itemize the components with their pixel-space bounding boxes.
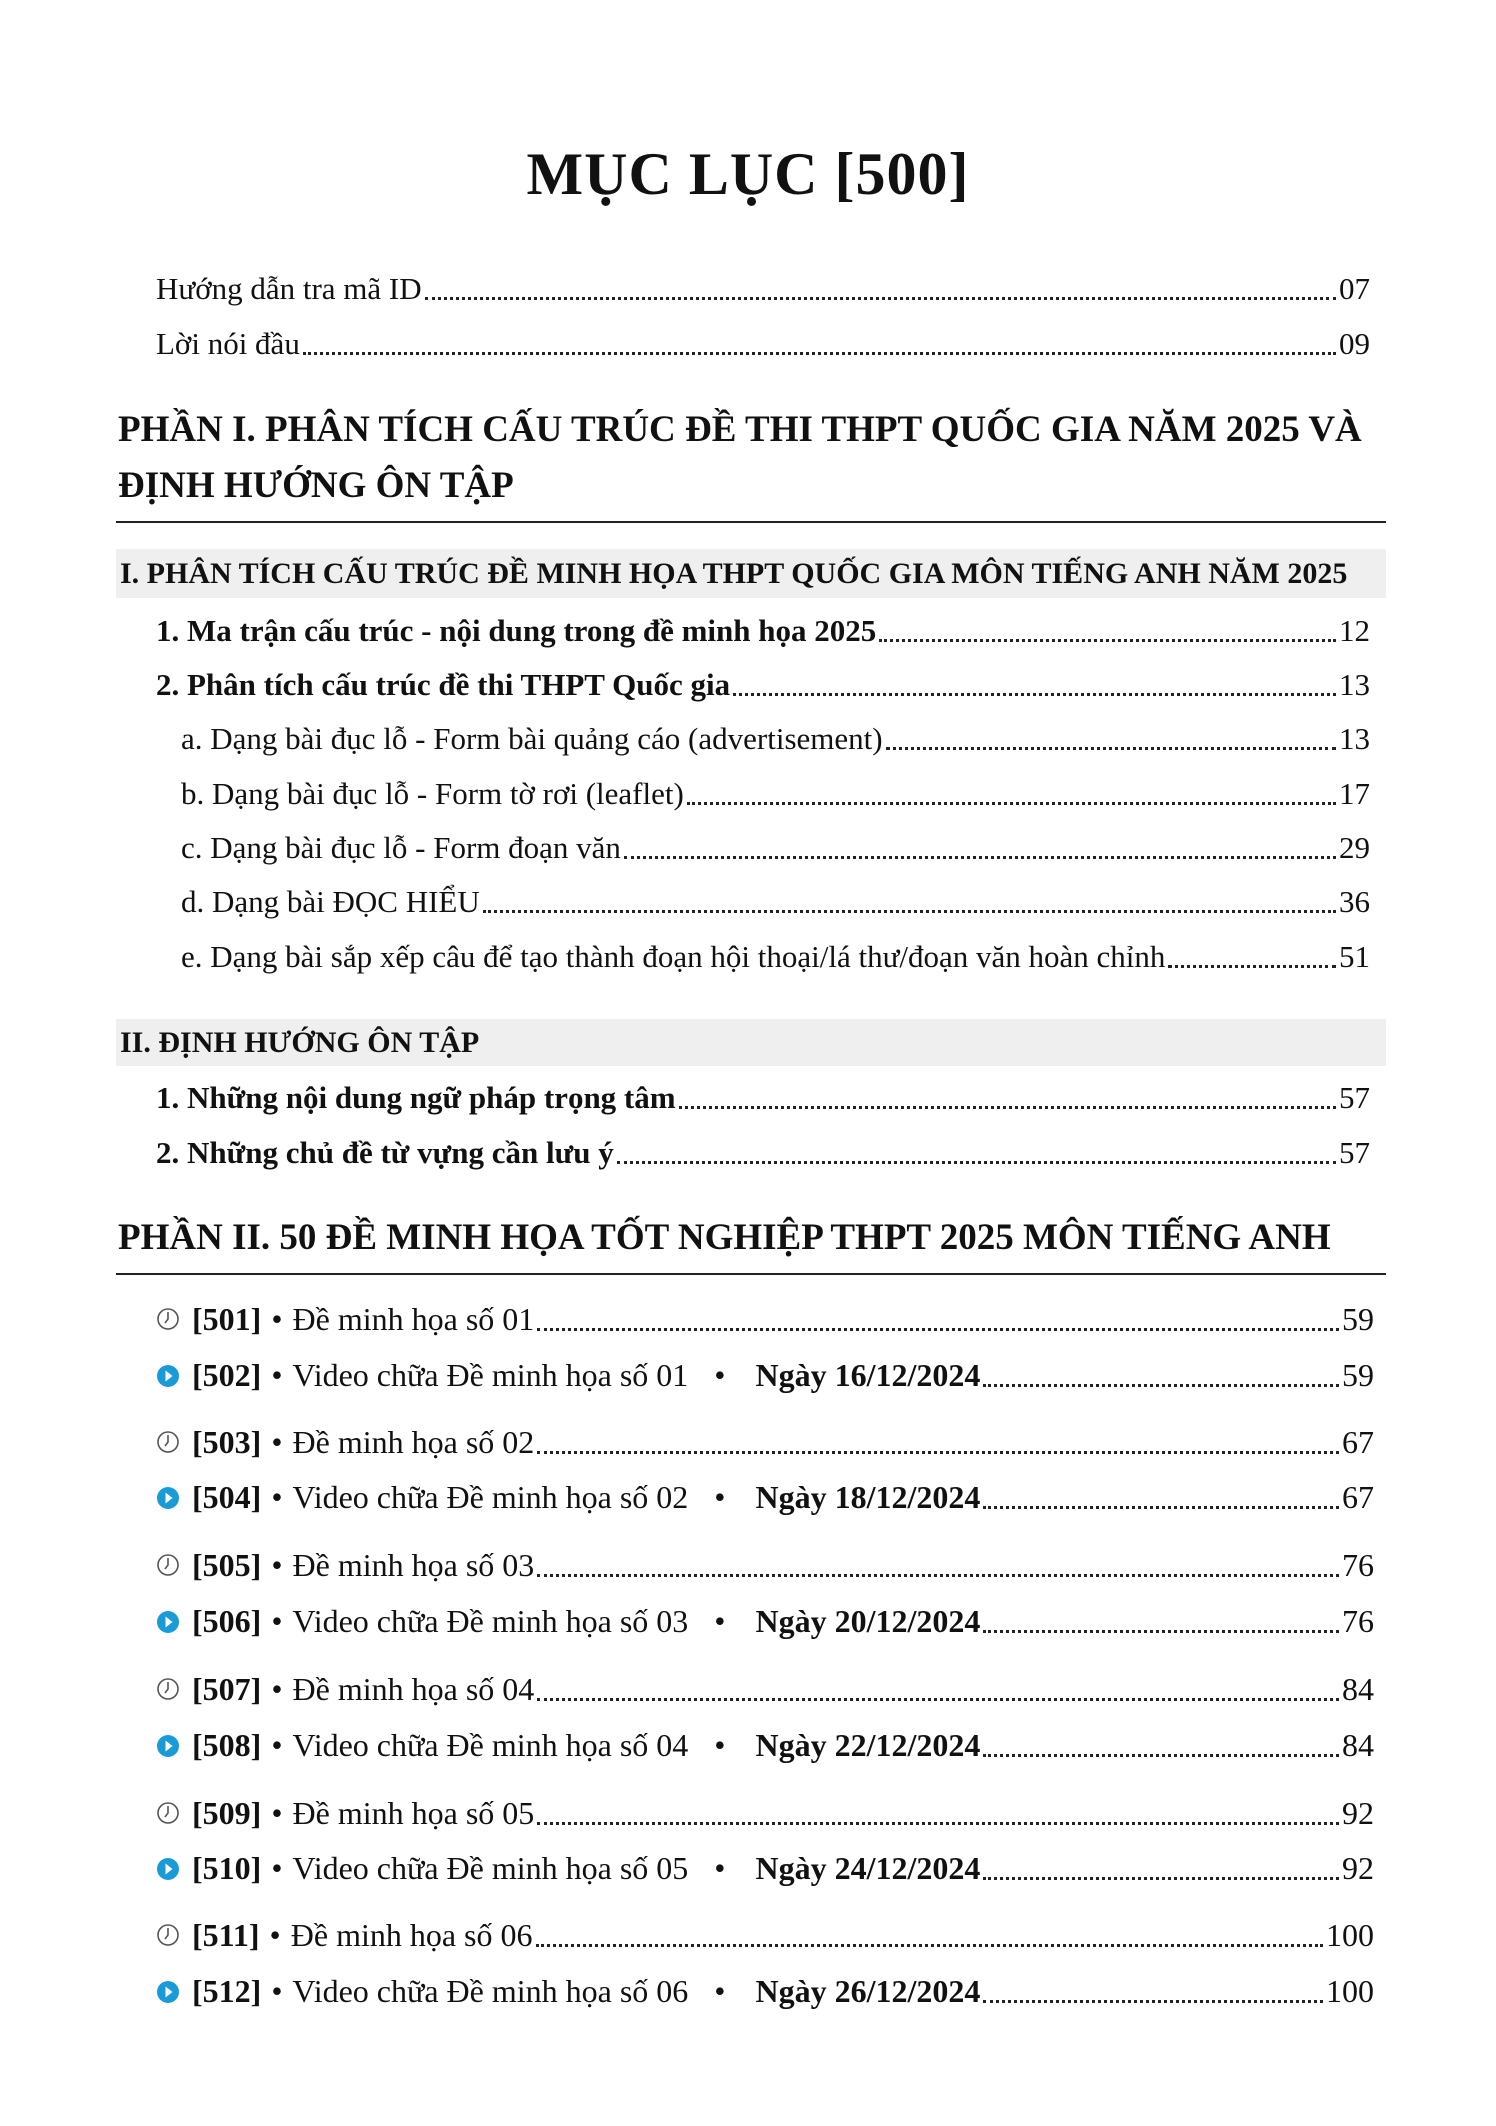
entry-label: Đề minh họa số 02: [292, 1423, 535, 1460]
entry-date: Ngày 22/12/2024: [755, 1726, 981, 1763]
section2-heading: II. ĐỊNH HƯỚNG ÔN TẬP: [120, 1025, 480, 1059]
page-number: 76: [1342, 1546, 1374, 1583]
entry-label: Đề minh họa số 04: [292, 1670, 535, 1707]
entry-label: Video chữa Đề minh họa số 06: [292, 1972, 689, 2009]
entry-label: Video chữa Đề minh họa số 04: [292, 1726, 689, 1763]
video-entry[interactable]: [156, 1351, 1374, 1399]
entry-code: [510]: [192, 1849, 262, 1886]
entry-label: Video chữa Đề minh họa số 03: [292, 1602, 689, 1639]
clock-icon: [156, 1801, 180, 1825]
dot-leader: [687, 802, 1336, 805]
part1-heading-line1: PHẦN I. PHÂN TÍCH CẤU TRÚC ĐỀ THI THPT QUỐC GIA NĂM 2025 VÀ: [118, 409, 1362, 450]
dot-leader: [983, 1630, 1339, 1633]
page-number: 57: [1339, 1135, 1370, 1170]
play-icon: [156, 1733, 180, 1757]
toc-item[interactable]: [181, 935, 1370, 979]
toc-item-label: 1. Ma trận cấu trúc - nội dung trong đề minh họa 2025: [156, 613, 877, 648]
dot-leader: [537, 1328, 1339, 1331]
dot-leader: [425, 297, 1336, 300]
exam-entry[interactable]: [156, 1418, 1374, 1466]
exam-entry[interactable]: [156, 1911, 1374, 1959]
page-number: 57: [1339, 1080, 1370, 1115]
entry-date: Ngày 26/12/2024: [755, 1972, 981, 2009]
dot-leader: [886, 747, 1336, 750]
entry-label: Đề minh họa số 05: [292, 1794, 535, 1831]
entry-code: [512]: [192, 1972, 262, 2009]
entry-code: [508]: [192, 1726, 262, 1763]
video-entry[interactable]: [156, 1844, 1374, 1892]
entry-code: [502]: [192, 1356, 262, 1393]
toc-item-label: Lời nói đầu: [156, 326, 300, 361]
dot-leader: [624, 856, 1336, 859]
entry-code: [504]: [192, 1478, 262, 1515]
bullet: •: [714, 1602, 726, 1639]
bullet: •: [271, 1423, 283, 1460]
toc-item[interactable]: [156, 1076, 1370, 1120]
clock-icon: [156, 1430, 180, 1454]
entry-code: [507]: [192, 1670, 262, 1707]
dot-leader: [983, 1877, 1339, 1880]
toc-item[interactable]: [156, 609, 1370, 653]
toc-item-label: a. Dạng bài đục lỗ - Form bài quảng cáo (advertisement): [181, 721, 883, 756]
bullet: •: [271, 1356, 283, 1393]
dot-leader: [537, 1698, 1339, 1701]
bullet: •: [271, 1726, 283, 1763]
toc-item[interactable]: [156, 267, 1370, 311]
bullet: •: [271, 1849, 283, 1886]
entry-label: Đề minh họa số 01: [292, 1300, 535, 1337]
page-number: 67: [1342, 1423, 1374, 1460]
section1-heading: I. PHÂN TÍCH CẤU TRÚC ĐỀ MINH HỌA THPT QUỐC GIA MÔN TIẾNG ANH NĂM 2025: [120, 556, 1348, 590]
clock-icon: [156, 1923, 180, 1947]
clock-icon: [156, 1677, 180, 1701]
entry-date: Ngày 24/12/2024: [755, 1849, 981, 1886]
toc-item-label: 2. Phân tích cấu trúc đề thi THPT Quốc gia: [156, 667, 731, 702]
bullet: •: [271, 1794, 283, 1831]
page-number: 17: [1339, 776, 1370, 811]
clock-icon: [156, 1553, 180, 1577]
page-number: 09: [1339, 326, 1370, 361]
page-number: 13: [1339, 721, 1370, 756]
dot-leader: [483, 910, 1336, 913]
video-entry[interactable]: [156, 1721, 1374, 1769]
dot-leader: [537, 1822, 1339, 1825]
entry-code: [511]: [192, 1916, 260, 1953]
entry-code: [506]: [192, 1602, 262, 1639]
section2-heading-band: [116, 1019, 1386, 1066]
dot-leader: [983, 2000, 1323, 2003]
toc-item[interactable]: [181, 826, 1370, 870]
page-number: 59: [1342, 1356, 1374, 1393]
toc-item-label: e. Dạng bài sắp xếp câu để tạo thành đoạn hội thoại/lá thư/đoạn văn hoàn chỉnh: [181, 939, 1166, 974]
dot-leader: [1168, 965, 1336, 968]
page-number: 92: [1342, 1794, 1374, 1831]
entry-label: Video chữa Đề minh họa số 01: [292, 1356, 689, 1393]
play-icon: [156, 1609, 180, 1633]
video-entry[interactable]: [156, 1597, 1374, 1645]
dot-leader: [733, 693, 1336, 696]
page-number: 13: [1339, 667, 1370, 702]
bullet: •: [714, 1849, 726, 1886]
page-number: 84: [1342, 1670, 1374, 1707]
part1-heading-line2: ĐỊNH HƯỚNG ÔN TẬP: [118, 465, 514, 506]
section1-heading-band: [116, 549, 1386, 598]
video-entry[interactable]: [156, 1967, 1374, 2015]
bullet: •: [714, 1972, 726, 2009]
page-number: 100: [1326, 1916, 1374, 1953]
entry-code: [509]: [192, 1794, 262, 1831]
toc-item[interactable]: [156, 1131, 1370, 1175]
entry-label: Đề minh họa số 06: [290, 1916, 533, 1953]
page-number: 59: [1342, 1300, 1374, 1337]
clock-icon: [156, 1307, 180, 1331]
toc-item-label: Hướng dẫn tra mã ID: [156, 271, 422, 306]
bullet: •: [271, 1972, 283, 2009]
entry-code: [505]: [192, 1546, 262, 1583]
toc-item-label: c. Dạng bài đục lỗ - Form đoạn văn: [181, 830, 621, 865]
entry-label: Video chữa Đề minh họa số 02: [292, 1478, 689, 1515]
dot-leader: [983, 1384, 1339, 1387]
page-number: 36: [1339, 884, 1370, 919]
toc-item-label: b. Dạng bài đục lỗ - Form tờ rơi (leaflet): [181, 776, 684, 811]
page-number: 12: [1339, 613, 1370, 648]
bullet: •: [269, 1916, 281, 1953]
bullet: •: [714, 1478, 726, 1515]
page-number: 92: [1342, 1849, 1374, 1886]
page-number: 07: [1339, 271, 1370, 306]
dot-leader: [617, 1161, 1336, 1164]
toc-item-label: d. Dạng bài ĐỌC HIỂU: [181, 884, 480, 919]
toc-item-label: 1. Những nội dung ngữ pháp trọng tâm: [156, 1080, 676, 1115]
entry-code: [501]: [192, 1300, 262, 1337]
toc-item[interactable]: [156, 663, 1370, 707]
exam-entry[interactable]: [156, 1295, 1374, 1343]
part2-heading: PHẦN II. 50 ĐỀ MINH HỌA TỐT NGHIỆP THPT 2025 MÔN TIẾNG ANH: [118, 1217, 1331, 1258]
page-number: 84: [1342, 1726, 1374, 1763]
exam-entry[interactable]: [156, 1541, 1374, 1589]
play-icon: [156, 1856, 180, 1880]
entry-date: Ngày 20/12/2024: [755, 1602, 981, 1639]
play-icon: [156, 1485, 180, 1509]
dot-leader: [303, 352, 1336, 355]
toc-item[interactable]: [156, 322, 1370, 366]
dot-leader: [537, 1451, 1339, 1454]
entry-date: Ngày 18/12/2024: [755, 1478, 981, 1515]
dot-leader: [983, 1754, 1339, 1757]
page-number: 51: [1339, 939, 1370, 974]
divider: [116, 521, 1386, 523]
exam-entry[interactable]: [156, 1665, 1374, 1713]
page-title: MỤC LỤC [500]: [526, 141, 970, 207]
divider: [116, 1273, 1386, 1275]
video-entry[interactable]: [156, 1473, 1374, 1521]
toc-item[interactable]: [181, 772, 1370, 816]
bullet: •: [714, 1726, 726, 1763]
bullet: •: [271, 1670, 283, 1707]
exam-entry[interactable]: [156, 1789, 1374, 1837]
entry-label: Video chữa Đề minh họa số 05: [292, 1849, 689, 1886]
page-number: 76: [1342, 1602, 1374, 1639]
entry-code: [503]: [192, 1423, 262, 1460]
page-number: 67: [1342, 1478, 1374, 1515]
play-icon: [156, 1363, 180, 1387]
toc-item[interactable]: [181, 717, 1370, 761]
entry-label: Đề minh họa số 03: [292, 1546, 535, 1583]
dot-leader: [679, 1106, 1336, 1109]
bullet: •: [271, 1546, 283, 1583]
bullet: •: [271, 1602, 283, 1639]
page-number: 29: [1339, 830, 1370, 865]
dot-leader: [537, 1574, 1339, 1577]
dot-leader: [536, 1944, 1324, 1947]
bullet: •: [714, 1356, 726, 1393]
bullet: •: [271, 1300, 283, 1337]
dot-leader: [879, 639, 1336, 642]
dot-leader: [983, 1506, 1339, 1509]
toc-item-label: 2. Những chủ đề từ vựng cần lưu ý: [156, 1135, 614, 1170]
bullet: •: [271, 1478, 283, 1515]
entry-date: Ngày 16/12/2024: [755, 1356, 981, 1393]
toc-item[interactable]: [181, 880, 1370, 924]
page-number: 100: [1326, 1972, 1374, 2009]
play-icon: [156, 1979, 180, 2003]
